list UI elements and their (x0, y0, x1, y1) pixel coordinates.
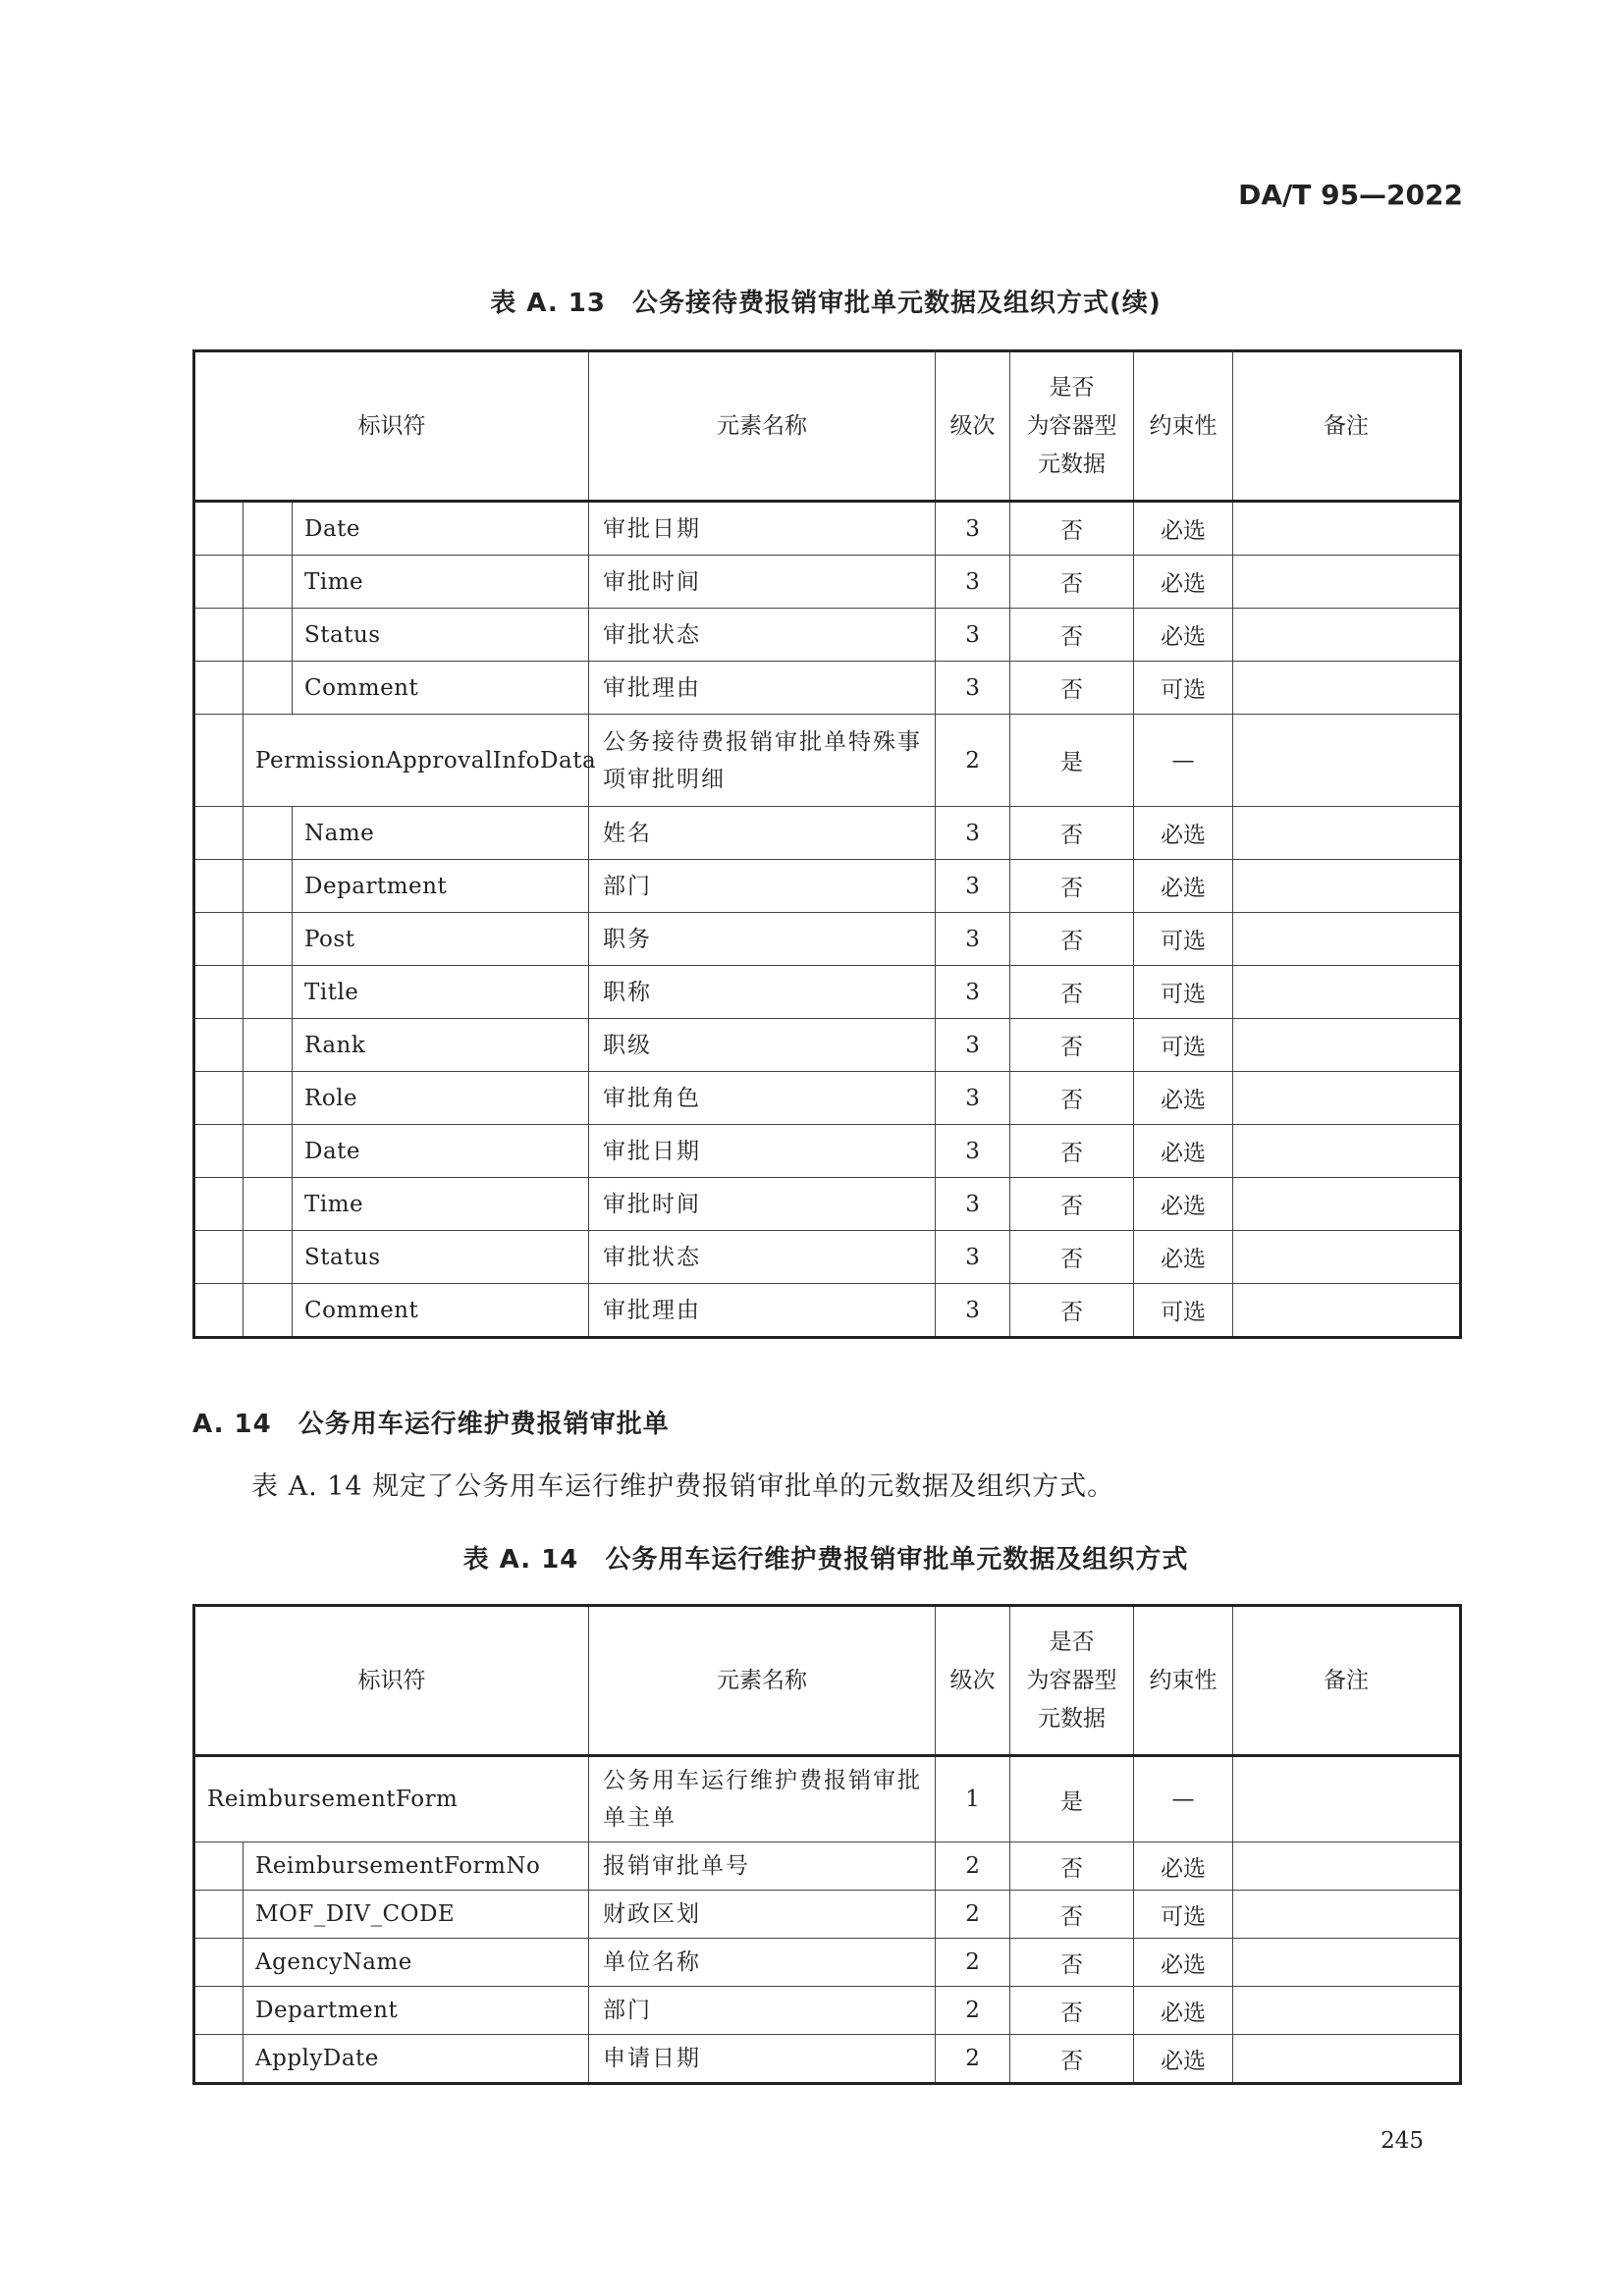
row-constraint: 必选 (1134, 1072, 1233, 1125)
header-constraint: 约束性 (1134, 351, 1233, 502)
row-element-name: 报销审批单号 (589, 1842, 936, 1891)
row-constraint: 必选 (1134, 1939, 1233, 1987)
indent-cell (194, 1019, 244, 1072)
row-container: 否 (1010, 1891, 1134, 1939)
row-level: 3 (936, 1019, 1010, 1072)
row-container: 否 (1010, 1231, 1134, 1284)
row-container: 否 (1010, 662, 1134, 715)
row-constraint: 可选 (1134, 1891, 1233, 1939)
row-constraint: 必选 (1134, 2035, 1233, 2084)
row-container: 是 (1010, 1756, 1134, 1842)
row-note (1233, 1284, 1461, 1338)
row-container: 否 (1010, 966, 1134, 1019)
row-constraint: 可选 (1134, 1284, 1233, 1338)
indent-cell (244, 860, 293, 913)
row-level: 3 (936, 502, 1010, 556)
header-level: 级次 (936, 351, 1010, 502)
row-note (1233, 1891, 1461, 1939)
table-row (194, 860, 1461, 913)
row-note (1233, 502, 1461, 556)
row-element-name: 部门 (589, 1987, 936, 2035)
row-container: 否 (1010, 860, 1134, 913)
row-level: 3 (936, 966, 1010, 1019)
header-identifier: 标识符 (194, 351, 589, 502)
row-constraint: 可选 (1134, 913, 1233, 966)
indent-cell (194, 807, 244, 860)
row-container: 否 (1010, 807, 1134, 860)
header-note: 备注 (1233, 351, 1461, 502)
table-row (194, 2035, 1461, 2084)
table-row (194, 1891, 1461, 1939)
indent-cell (194, 1939, 244, 1987)
indent-cell (194, 715, 244, 807)
row-level: 3 (936, 1284, 1010, 1338)
table-row (194, 1072, 1461, 1125)
row-level: 3 (936, 1072, 1010, 1125)
header-element-name: 元素名称 (589, 351, 936, 502)
row-identifier: Status (293, 1231, 589, 1284)
row-identifier: Title (293, 966, 589, 1019)
row-container: 否 (1010, 1072, 1134, 1125)
indent-cell (244, 662, 293, 715)
table-a14-caption: 表 A. 14 公务用车运行维护费报销审批单元数据及组织方式 (462, 1545, 1189, 1575)
row-note (1233, 609, 1461, 662)
header-note: 备注 (1233, 1606, 1461, 1756)
row-element-name: 审批状态 (589, 609, 936, 662)
indent-cell (244, 807, 293, 860)
row-element-name: 职级 (589, 1019, 936, 1072)
table-row (194, 662, 1461, 715)
indent-cell (194, 1284, 244, 1338)
row-identifier: Department (293, 860, 589, 913)
row-element-name: 审批理由 (589, 662, 936, 715)
row-identifier: Name (293, 807, 589, 860)
row-note (1233, 1987, 1461, 2035)
document-code: DA/T 95—2022 (1238, 179, 1463, 211)
row-element-name: 审批日期 (589, 1125, 936, 1178)
row-element-name: 职称 (589, 966, 936, 1019)
row-level: 3 (936, 1231, 1010, 1284)
row-element-name: 职务 (589, 913, 936, 966)
row-level: 3 (936, 913, 1010, 966)
row-level: 3 (936, 1125, 1010, 1178)
row-identifier: PermissionApprovalInfoData (244, 715, 589, 807)
table-row (194, 1284, 1461, 1338)
row-identifier: AgencyName (244, 1939, 589, 1987)
table-row (194, 1987, 1461, 2035)
indent-cell (244, 1125, 293, 1178)
row-constraint: 必选 (1134, 1842, 1233, 1891)
table-row (194, 1756, 1461, 1842)
row-element-name: 单位名称 (589, 1939, 936, 1987)
indent-cell (194, 2035, 244, 2084)
row-container: 否 (1010, 502, 1134, 556)
row-element-name: 姓名 (589, 807, 936, 860)
section-a14-paragraph: 表 A. 14 规定了公务用车运行维护费报销审批单的元数据及组织方式。 (251, 1471, 1115, 1502)
row-constraint: — (1134, 1756, 1233, 1842)
row-level: 2 (936, 715, 1010, 807)
row-container: 否 (1010, 1987, 1134, 2035)
row-container: 否 (1010, 1125, 1134, 1178)
indent-cell (194, 1987, 244, 2035)
indent-cell (194, 1125, 244, 1178)
table-a13-caption: 表 A. 13 公务接待费报销审批单元数据及组织方式(续) (490, 289, 1162, 318)
header-level: 级次 (936, 1606, 1010, 1756)
row-element-name: 财政区划 (589, 1891, 936, 1939)
table-row (194, 913, 1461, 966)
row-identifier: Time (293, 556, 589, 609)
row-level: 3 (936, 1178, 1010, 1231)
indent-cell (194, 662, 244, 715)
row-level: 3 (936, 807, 1010, 860)
table-row (194, 966, 1461, 1019)
row-note (1233, 715, 1461, 807)
indent-cell (244, 1178, 293, 1231)
row-container: 否 (1010, 2035, 1134, 2084)
indent-cell (244, 556, 293, 609)
indent-cell (194, 913, 244, 966)
table-a13 (192, 349, 1462, 1339)
row-container: 否 (1010, 1939, 1134, 1987)
header-container: 是否 为容器型 元数据 (1010, 1606, 1134, 1756)
row-level: 2 (936, 1987, 1010, 2035)
row-note (1233, 662, 1461, 715)
header-row (194, 1606, 1461, 1756)
header-constraint: 约束性 (1134, 1606, 1233, 1756)
row-constraint: 可选 (1134, 662, 1233, 715)
row-constraint: 必选 (1134, 1987, 1233, 2035)
row-identifier: Department (244, 1987, 589, 2035)
row-constraint: 可选 (1134, 966, 1233, 1019)
row-identifier: Role (293, 1072, 589, 1125)
row-constraint: 必选 (1134, 1231, 1233, 1284)
row-container: 否 (1010, 556, 1134, 609)
row-identifier: ReimbursementFormNo (244, 1842, 589, 1891)
table-row (194, 556, 1461, 609)
row-note (1233, 860, 1461, 913)
row-element-name: 公务用车运行维护费报销审批单主单 (589, 1756, 936, 1842)
table-row (194, 1178, 1461, 1231)
table-row (194, 609, 1461, 662)
table-a14 (192, 1604, 1462, 2085)
table-row (194, 1842, 1461, 1891)
row-element-name: 申请日期 (589, 2035, 936, 2084)
row-level: 3 (936, 609, 1010, 662)
row-constraint: 必选 (1134, 502, 1233, 556)
row-constraint: — (1134, 715, 1233, 807)
indent-cell (244, 1284, 293, 1338)
row-level: 2 (936, 1891, 1010, 1939)
table-row (194, 715, 1461, 807)
row-note (1233, 1756, 1461, 1842)
row-identifier: Status (293, 609, 589, 662)
indent-cell (244, 1072, 293, 1125)
row-container: 否 (1010, 609, 1134, 662)
table-row (194, 1939, 1461, 1987)
row-element-name: 公务接待费报销审批单特殊事项审批明细 (589, 715, 936, 807)
row-container: 否 (1010, 1842, 1134, 1891)
row-identifier: Date (293, 502, 589, 556)
indent-cell (194, 1842, 244, 1891)
row-constraint: 必选 (1134, 1125, 1233, 1178)
table-row (194, 1231, 1461, 1284)
row-identifier: Date (293, 1125, 589, 1178)
row-element-name: 审批角色 (589, 1072, 936, 1125)
row-note (1233, 1072, 1461, 1125)
page-number: 245 (1380, 2128, 1424, 2154)
indent-cell (244, 502, 293, 556)
table-row (194, 1019, 1461, 1072)
row-note (1233, 1019, 1461, 1072)
row-constraint: 必选 (1134, 807, 1233, 860)
indent-cell (244, 966, 293, 1019)
row-note (1233, 966, 1461, 1019)
row-note (1233, 1125, 1461, 1178)
row-identifier: MOF_DIV_CODE (244, 1891, 589, 1939)
row-identifier: Rank (293, 1019, 589, 1072)
row-level: 2 (936, 1939, 1010, 1987)
row-level: 3 (936, 556, 1010, 609)
indent-cell (244, 1231, 293, 1284)
indent-cell (194, 1891, 244, 1939)
row-note (1233, 1178, 1461, 1231)
table-row (194, 1125, 1461, 1178)
row-constraint: 可选 (1134, 1019, 1233, 1072)
row-element-name: 审批日期 (589, 502, 936, 556)
indent-cell (194, 502, 244, 556)
row-container: 否 (1010, 913, 1134, 966)
header-identifier: 标识符 (194, 1606, 589, 1756)
row-level: 3 (936, 860, 1010, 913)
indent-cell (244, 913, 293, 966)
row-level: 1 (936, 1756, 1010, 1842)
row-element-name: 部门 (589, 860, 936, 913)
indent-cell (244, 1019, 293, 1072)
row-note (1233, 1231, 1461, 1284)
row-identifier: Comment (293, 662, 589, 715)
row-identifier: Time (293, 1178, 589, 1231)
row-note (1233, 2035, 1461, 2084)
row-level: 3 (936, 662, 1010, 715)
table-row (194, 807, 1461, 860)
table-row (194, 502, 1461, 556)
row-constraint: 必选 (1134, 860, 1233, 913)
indent-cell (194, 1072, 244, 1125)
row-container: 否 (1010, 1284, 1134, 1338)
indent-cell (194, 556, 244, 609)
row-element-name: 审批时间 (589, 1178, 936, 1231)
indent-cell (244, 609, 293, 662)
indent-cell (194, 860, 244, 913)
indent-cell (194, 1231, 244, 1284)
row-element-name: 审批时间 (589, 556, 936, 609)
header-row (194, 351, 1461, 502)
row-identifier: Post (293, 913, 589, 966)
section-a14-heading: A. 14 公务用车运行维护费报销审批单 (192, 1410, 670, 1439)
row-identifier: ApplyDate (244, 2035, 589, 2084)
row-level: 2 (936, 1842, 1010, 1891)
row-container: 否 (1010, 1019, 1134, 1072)
row-element-name: 审批理由 (589, 1284, 936, 1338)
row-constraint: 必选 (1134, 556, 1233, 609)
row-note (1233, 1939, 1461, 1987)
row-note (1233, 913, 1461, 966)
row-identifier: ReimbursementForm (194, 1756, 589, 1842)
header-container: 是否 为容器型 元数据 (1010, 351, 1134, 502)
indent-cell (194, 1178, 244, 1231)
row-level: 2 (936, 2035, 1010, 2084)
header-element-name: 元素名称 (589, 1606, 936, 1756)
row-container: 否 (1010, 1178, 1134, 1231)
row-note (1233, 807, 1461, 860)
row-note (1233, 1842, 1461, 1891)
row-container: 是 (1010, 715, 1134, 807)
row-constraint: 必选 (1134, 1178, 1233, 1231)
row-identifier: Comment (293, 1284, 589, 1338)
row-element-name: 审批状态 (589, 1231, 936, 1284)
indent-cell (194, 966, 244, 1019)
row-note (1233, 556, 1461, 609)
indent-cell (194, 609, 244, 662)
row-constraint: 必选 (1134, 609, 1233, 662)
